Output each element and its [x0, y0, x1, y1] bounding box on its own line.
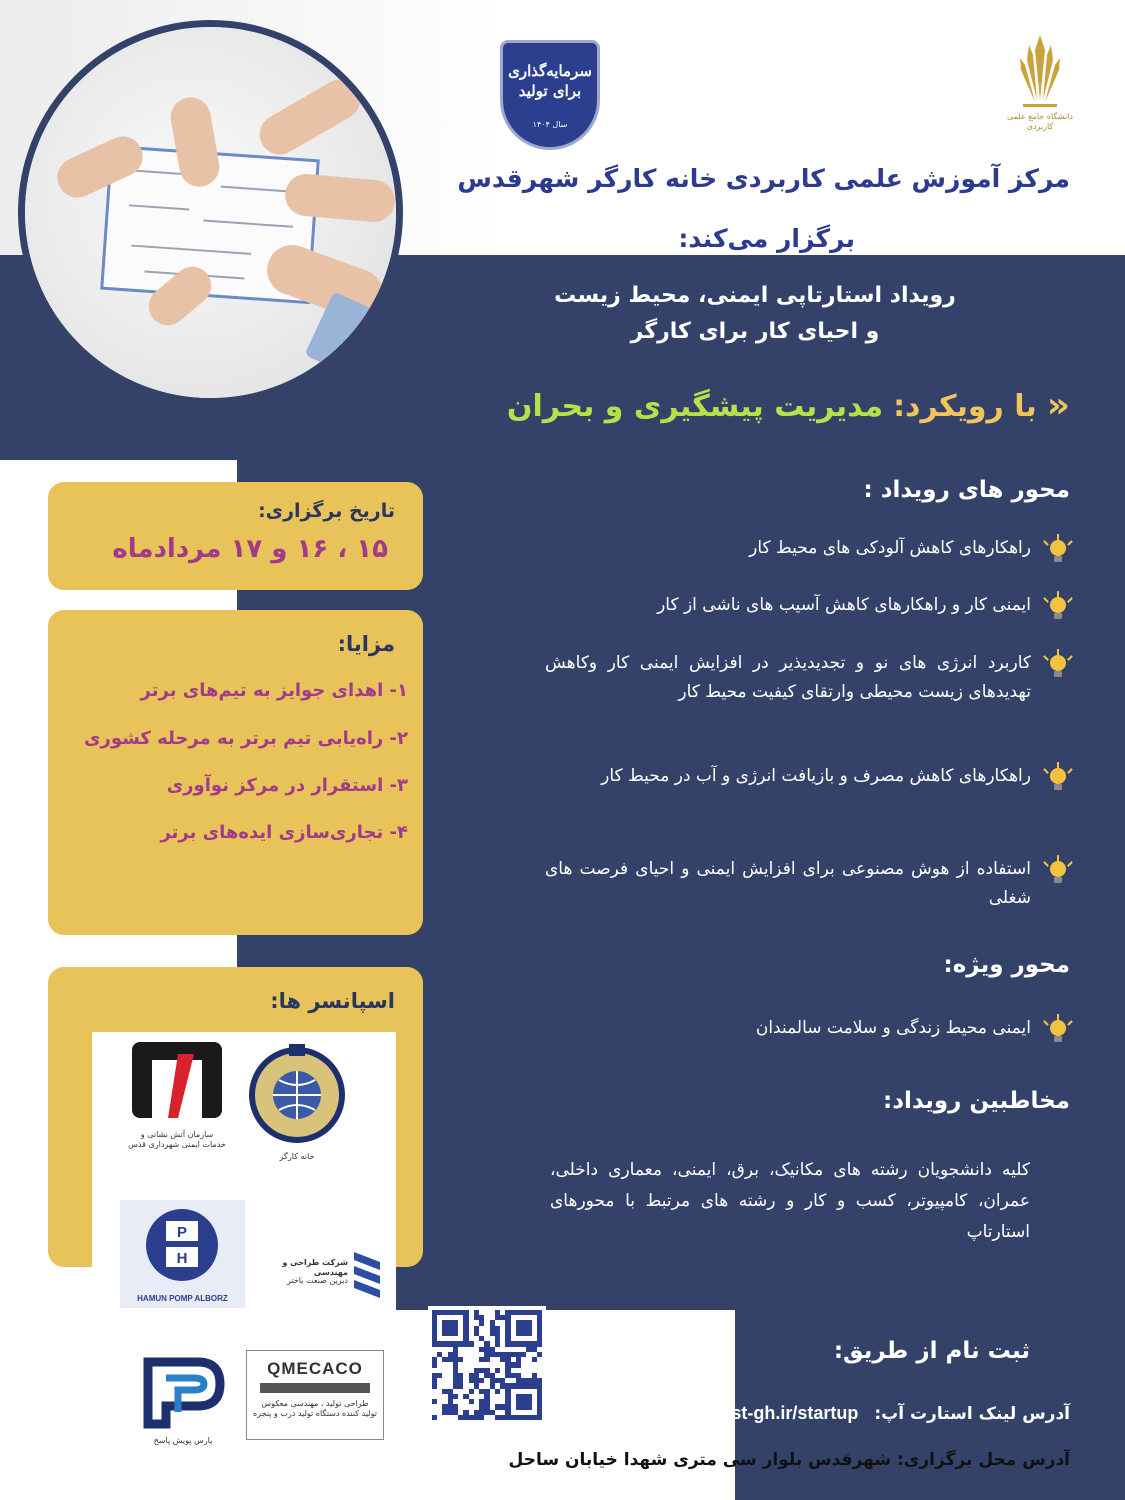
pp-emblem-icon	[128, 1352, 238, 1432]
approach-value: مدیریت پیشگیری و بحران	[506, 388, 884, 424]
double-chevron-icon: «	[1046, 385, 1070, 426]
investment-production-logo	[500, 40, 600, 150]
axis-item-text: راهکارهای کاهش مصرف و بازیافت انرژی و آب در محیط کار	[601, 766, 1031, 786]
lightbulb-icon	[1041, 534, 1075, 568]
event-title	[525, 278, 985, 350]
approach-row	[507, 383, 1070, 429]
dirin-sanat-caption-2: دیرین صنعت باختر	[287, 1276, 348, 1285]
startup-link-row	[656, 1403, 1070, 1424]
special-axis-heading: محور ویژه:	[943, 952, 1070, 978]
startup-link-url[interactable]: https://last-gh.ir/startup	[656, 1403, 859, 1423]
registration-qr-code[interactable]	[428, 1306, 546, 1424]
date-box	[48, 482, 423, 590]
qmecaco-caption-2: تولید کننده دستگاه تولید درب و پنجره	[252, 1409, 378, 1418]
workers-house-logo	[247, 1040, 347, 1170]
university-logo	[1007, 30, 1073, 140]
holds-label: برگزار می‌کند:	[678, 224, 855, 253]
svg-text:H: H	[176, 1250, 188, 1267]
special-axis-text: ایمنی محیط زندگی و سلامت سالمندان	[755, 1018, 1031, 1038]
lightbulb-icon	[1041, 649, 1075, 683]
lightbulb-icon	[1041, 1014, 1075, 1048]
approach-label: با رویکرد:	[893, 388, 1037, 424]
date-label: تاریخ برگزاری:	[258, 500, 395, 522]
qmecaco-bar	[260, 1383, 370, 1393]
lightbulb-icon	[1041, 591, 1075, 625]
benefit-item: ۱- اهدای جوایز به تیم‌های برتر	[140, 680, 408, 701]
registration-heading: ثبت نام از طریق:	[833, 1338, 1030, 1364]
axis-item-text: راهکارهای کاهش آلودکی های محیط کار	[749, 538, 1031, 558]
benefits-heading: مزایا:	[337, 632, 395, 656]
axis-item-text: کاربرد انرژی های نو و تجدیدیذیر در افزایش ایمنی کار وکاهش تهدیدهای زیست محیطی وارتقای کیفیت محیط کار	[545, 653, 1031, 702]
dirin-sanat-logo	[262, 1240, 382, 1315]
benefit-item: ۴- تجاری‌سازی ایده‌های برتر	[160, 822, 408, 843]
hamun-pump-logo	[120, 1200, 245, 1308]
lightbulb-icon	[1041, 855, 1075, 889]
qmecaco-title: QMECACO	[267, 1359, 363, 1378]
pars-pooyesh-caption: پارس پویش پاسخ	[153, 1436, 213, 1445]
qmecaco-caption-1: طراحی تولید ، مهندسی معکوس	[261, 1399, 369, 1408]
axis-item	[545, 855, 1075, 913]
event-title-line-1: رویداد استارتاپی ایمنی، محیط زیست	[554, 283, 956, 308]
pump-emblem-icon	[120, 1200, 245, 1290]
tree-logo-text: دانشگاه جامع علمی کاربردی	[1007, 112, 1073, 131]
axis-item-text: استفاده از هوش مصنوعی برای افزایش ایمنی و احیای فرصت های شغلی	[545, 859, 1031, 908]
sponsors-heading: اسپانسر ها:	[270, 989, 395, 1013]
globe-gear-emblem-icon	[247, 1040, 347, 1150]
hamun-pump-caption: HAMUN POMP ALBORZ	[137, 1294, 228, 1303]
benefit-item: ۲- راه‌یابی تیم برتر به مرحله کشوری	[83, 728, 408, 749]
qmecaco-logo	[246, 1350, 384, 1440]
axis-item	[545, 762, 1075, 796]
startup-link-label: آدرس لینک استارت آپ:	[874, 1403, 1070, 1424]
benefits-box	[48, 610, 423, 935]
workers-house-caption: خانه کارگر	[279, 1152, 315, 1161]
benefit-item: ۳- استقرار در مرکز نوآوری	[166, 775, 408, 796]
lightbulb-icon	[1041, 762, 1075, 796]
pars-pooyesh-logo	[128, 1352, 238, 1452]
fire-department-logo	[128, 1040, 226, 1150]
axis-item	[545, 534, 1075, 568]
axes-heading: محور های رویداد :	[863, 477, 1070, 503]
event-title-line-2: و احیای کار برای کارگر	[630, 319, 880, 344]
axis-item-text: ایمنی کار و راهکارهای کاهش آسیب های ناشی از کار	[657, 595, 1031, 615]
svg-text:P: P	[176, 1224, 188, 1241]
special-axis-item	[545, 1014, 1075, 1048]
venue-address: آدرس محل برگزاری: شهرقدس بلوار سی متری شهدا خیابان ساحل	[508, 1450, 1070, 1470]
fire-department-emblem-icon	[128, 1040, 226, 1120]
meeting-photo	[18, 20, 403, 405]
audience-text: کلیه دانشجویان رشته های مکانیک، برق، ایمنی، معماری داخلی، عمران، کامپیوتر، کسب و کار و رشته های مرتبط با محورهای استارتاپ	[550, 1160, 1030, 1242]
date-value: ۱۵ ، ۱۶ و ۱۷ مردادماه	[112, 534, 388, 564]
shield-logo-year: سال ۱۴۰۴	[532, 120, 568, 129]
dirin-sanat-caption-1: شرکت طراحی و مهندسی	[282, 1258, 348, 1277]
organizer-title: مرکز آموزش علمی کاربردی خانه کارگر شهرقدس	[457, 164, 1070, 193]
axis-item	[545, 591, 1075, 625]
shield-logo-text-1: سرمایه‌گذاری	[508, 62, 592, 80]
stacked-blocks-icon	[352, 1248, 382, 1308]
shield-logo-text-2: برای تولید	[518, 82, 582, 100]
fire-department-caption: سازمان آتش نشانی و خدمات ایمنی شهرداری قدس	[128, 1130, 226, 1149]
axis-item	[545, 649, 1075, 707]
audience-heading: مخاطبین رویداد:	[883, 1088, 1070, 1114]
